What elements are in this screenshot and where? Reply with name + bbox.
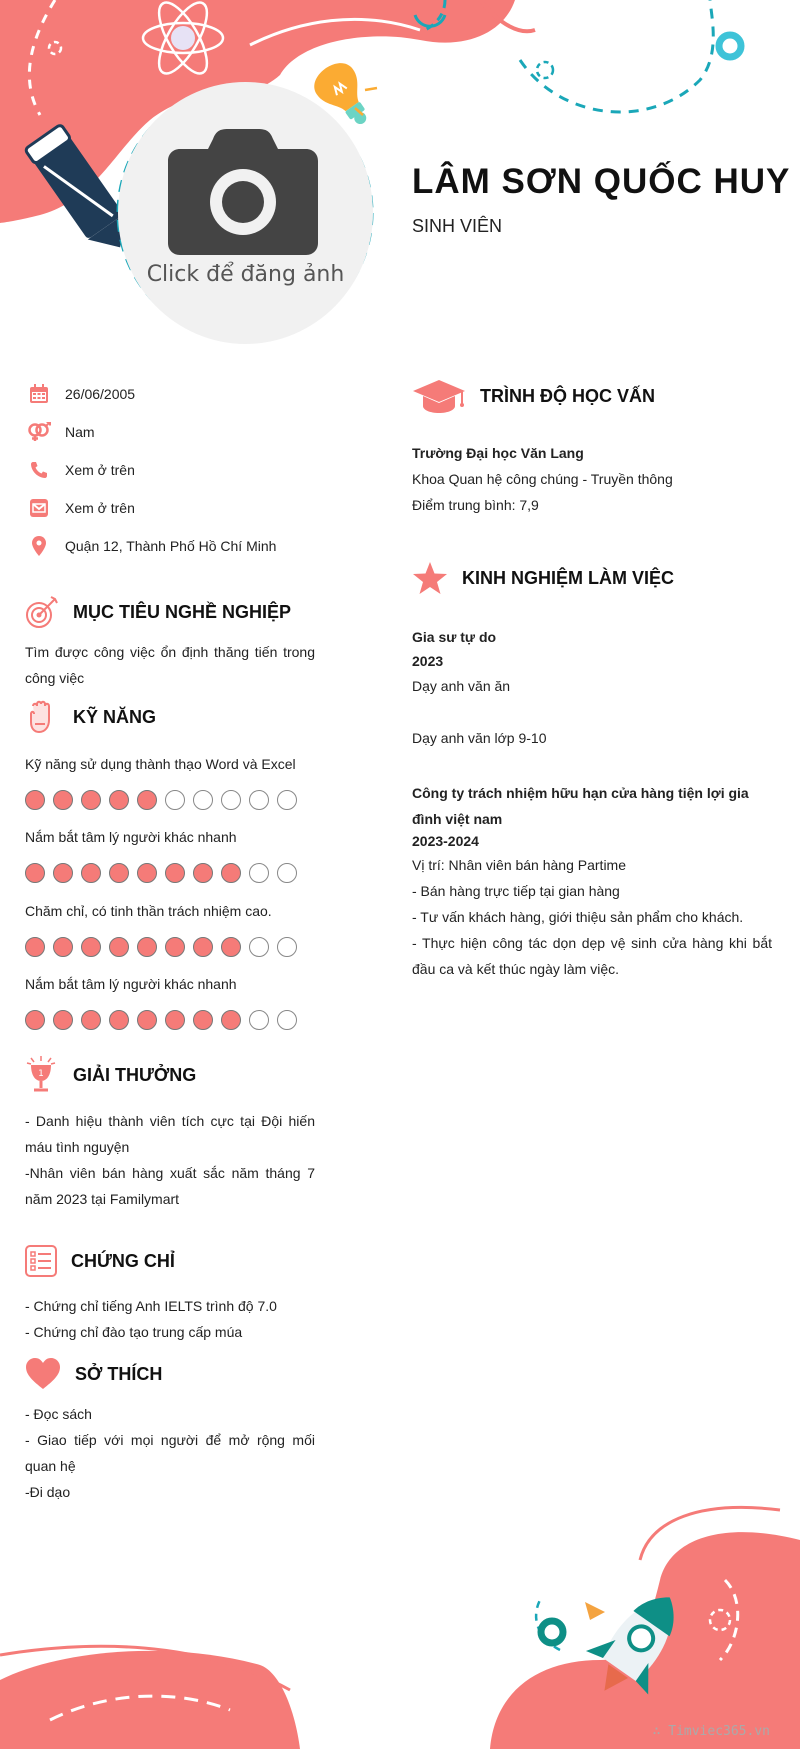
skill-rating — [25, 863, 305, 883]
job-description: Dạy anh văn ăn — [412, 678, 511, 694]
photo-upload-label: Click để đăng ảnh — [146, 262, 345, 287]
job-description: - Bán hàng trực tiếp tại gian hàng — [412, 883, 620, 899]
job-company: Công ty trách nhiệm hữu hạn cửa hàng tiện lợi gia đình việt nam — [412, 785, 749, 827]
phone-icon — [25, 458, 53, 482]
skill-dot-empty — [249, 790, 269, 810]
avatar-upload[interactable] — [118, 82, 373, 344]
job-description: Dạy anh văn lớp 9-10 — [412, 730, 547, 746]
skill-dot-filled — [81, 790, 101, 810]
section-title: CHỨNG CHỈ — [71, 1250, 175, 1271]
school-name: Trường Đại học Văn Lang — [412, 445, 584, 461]
skill-dot-empty — [249, 1010, 269, 1030]
address-value: Quận 12, Thành Phố Hồ Chí Minh — [65, 538, 277, 554]
birthday-value: 26/06/2005 — [65, 386, 136, 402]
certificate-item: - Chứng chỉ tiếng Anh IELTS trình độ 7.0 — [25, 1298, 277, 1314]
calendar-icon — [25, 382, 53, 406]
job-company: Gia sư tự do — [412, 629, 497, 645]
skill-dot-filled — [137, 1010, 157, 1030]
job-description: Vị trí: Nhân viên bán hàng Partime — [412, 857, 627, 873]
email-value: Xem ở trên — [65, 500, 135, 516]
email-icon — [25, 496, 53, 520]
skill-rating — [25, 790, 305, 810]
raised-fist-icon — [25, 700, 59, 734]
star-icon — [412, 561, 448, 595]
gender-icon — [25, 420, 53, 444]
contact-birthday — [25, 382, 135, 406]
target-icon — [25, 595, 59, 629]
skill-rating — [25, 1010, 305, 1030]
skill-dot-empty — [249, 937, 269, 957]
skill-dot-empty — [165, 790, 185, 810]
skill-dot-filled — [81, 1010, 101, 1030]
skill-dot-filled — [25, 937, 45, 957]
skill-dot-filled — [109, 790, 129, 810]
skill-dot-filled — [81, 937, 101, 957]
awards-heading — [25, 1055, 196, 1095]
hobby-item: -Đi dạo — [25, 1484, 71, 1500]
skill-rating — [25, 937, 305, 957]
skill-dot-filled — [137, 937, 157, 957]
skill-dot-empty — [277, 937, 297, 957]
skill-label: Nắm bắt tâm lý người khác nhanh — [25, 829, 237, 845]
skill-dot-empty — [277, 790, 297, 810]
skill-dot-filled — [221, 1010, 241, 1030]
contact-gender — [25, 420, 95, 444]
section-title: TRÌNH ĐỘ HỌC VẤN — [480, 385, 655, 406]
skill-dot-empty — [277, 1010, 297, 1030]
skill-dot-filled — [53, 790, 73, 810]
section-title: KỸ NĂNG — [73, 706, 157, 727]
skill-dot-filled — [137, 790, 157, 810]
skill-dot-empty — [193, 790, 213, 810]
certificates-heading — [25, 1245, 175, 1277]
objective-heading — [25, 595, 291, 629]
section-title: SỞ THÍCH — [75, 1363, 163, 1384]
checklist-icon — [25, 1245, 57, 1277]
section-title: GIẢI THƯỞNG — [73, 1064, 197, 1085]
objective-text: Tìm được công việc ổn định thăng tiến trong công việc — [25, 644, 315, 686]
award-item: - Danh hiệu thành viên tích cực tại Đội hiến máu tình nguyện — [25, 1113, 315, 1155]
skill-dot-filled — [109, 863, 129, 883]
hobbies-heading — [25, 1357, 162, 1391]
job-description: - Thực hiện công tác dọn dẹp vệ sinh cửa hàng khi bắt đầu ca và kết thúc ngày làm việc. — [412, 935, 772, 977]
skill-dot-filled — [193, 937, 213, 957]
heart-icon — [25, 1357, 61, 1391]
camera-icon — [168, 127, 318, 257]
section-title: KINH NGHIỆM LÀM VIỆC — [462, 567, 675, 588]
award-item: -Nhân viên bán hàng xuất sắc năm tháng 7 năm 2023 tại Familymart — [25, 1165, 315, 1207]
skill-label: Chăm chỉ, có tinh thần trách nhiệm cao. — [25, 903, 272, 919]
skills-heading — [25, 700, 156, 734]
skill-dot-filled — [193, 863, 213, 883]
skill-dot-filled — [165, 863, 185, 883]
skill-dot-filled — [193, 1010, 213, 1030]
contact-phone — [25, 458, 135, 482]
skill-dot-filled — [165, 1010, 185, 1030]
skill-dot-filled — [109, 937, 129, 957]
skill-label: Kỹ năng sử dụng thành thạo Word và Excel — [25, 756, 296, 772]
trophy-icon — [25, 1055, 59, 1095]
phone-value: Xem ở trên — [65, 462, 135, 478]
job-time: 2023 — [412, 653, 444, 669]
graduation-cap-icon — [412, 378, 466, 414]
skill-dot-filled — [81, 863, 101, 883]
job-position: SINH VIÊN — [412, 216, 503, 236]
watermark: ∴ Timviec365.vn — [652, 1724, 770, 1739]
gender-value: Nam — [65, 424, 95, 440]
skill-dot-filled — [221, 863, 241, 883]
education-heading — [412, 378, 655, 414]
gpa-value: Điểm trung bình: 7,9 — [412, 497, 539, 513]
skill-dot-filled — [25, 1010, 45, 1030]
skill-dot-filled — [137, 863, 157, 883]
hobby-item: - Giao tiếp với mọi người để mở rộng mối quan hệ — [25, 1432, 315, 1474]
contact-address — [25, 534, 276, 558]
certificate-item: - Chứng chỉ đào tạo trung cấp múa — [25, 1324, 243, 1340]
skill-dot-filled — [53, 863, 73, 883]
hobby-item: - Đọc sách — [25, 1406, 92, 1422]
skill-dot-empty — [221, 790, 241, 810]
skill-dot-filled — [25, 790, 45, 810]
skill-dot-filled — [165, 937, 185, 957]
full-name: LÂM SƠN QUỐC HUY — [412, 162, 791, 201]
svg-text:1: 1 — [38, 1069, 44, 1079]
location-pin-icon — [25, 534, 53, 558]
skill-dot-filled — [221, 937, 241, 957]
skill-dot-filled — [25, 863, 45, 883]
skill-label: Nắm bắt tâm lý người khác nhanh — [25, 976, 237, 992]
skill-dot-filled — [53, 1010, 73, 1030]
skill-dot-empty — [249, 863, 269, 883]
major-name: Khoa Quan hệ công chúng - Truyền thông — [412, 471, 673, 487]
skill-dot-filled — [109, 1010, 129, 1030]
skill-dot-empty — [277, 863, 297, 883]
experience-heading — [412, 561, 674, 595]
section-title: MỤC TIÊU NGHỀ NGHIỆP — [73, 601, 292, 622]
skill-dot-filled — [53, 937, 73, 957]
job-time: 2023-2024 — [412, 833, 479, 849]
contact-email — [25, 496, 135, 520]
job-description: - Tư vấn khách hàng, giới thiệu sản phẩm cho khách. — [412, 909, 744, 925]
